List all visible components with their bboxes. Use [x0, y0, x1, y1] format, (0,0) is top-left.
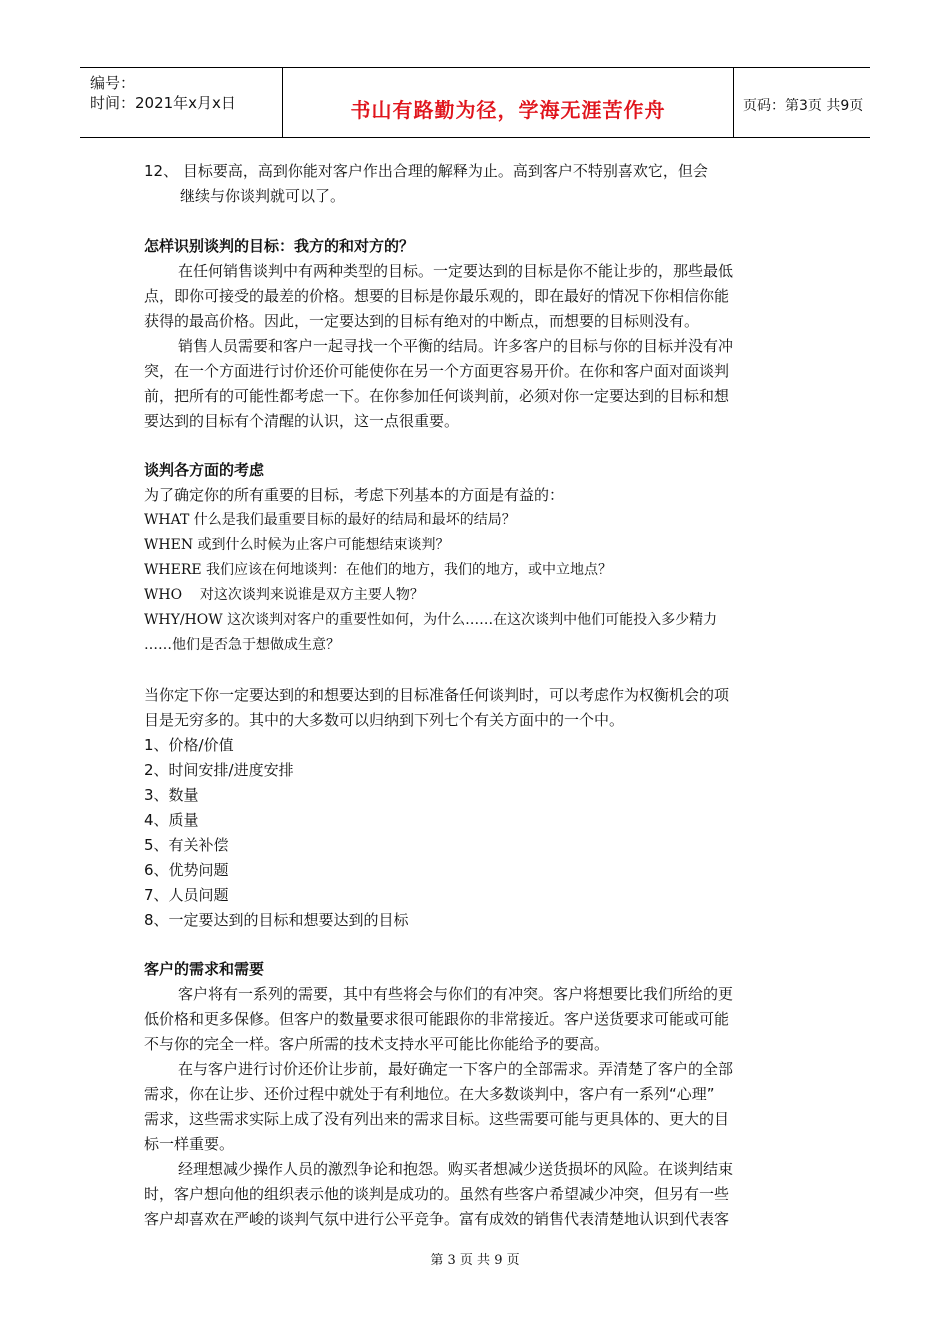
header-motto-cell: [283, 68, 734, 137]
paragraph-line: 在与客户进行讨价还价让步前，最好确定一下客户的全部需求。弄清楚了客户的全部: [178, 1060, 734, 1078]
list-item: 4、质量: [144, 811, 199, 829]
who-line: WHO 对这次谈判来说谁是双方主要人物？: [144, 587, 424, 603]
list-item: 7、人员问题: [144, 886, 229, 904]
paragraph-line: 点，即你可接受的最差的价格。想要的目标是你最乐观的，即在最好的情况下你相信你能: [144, 287, 730, 305]
page-footer: 第 3 页 共 9 页: [430, 1253, 520, 1268]
section-title-needs: 客户的需求和需要: [144, 960, 265, 978]
paragraph-line: 时，客户想向他的组织表示他的谈判是成功的。虽然有些客户希望减少冲突，但另有一些: [144, 1185, 730, 1203]
code-label: 编号：: [90, 74, 136, 92]
where-line: WHERE 我们应该在何地谈判：在他们的地方，我们的地方，或中立地点？: [144, 562, 613, 578]
what-line: WHAT 什么是我们最重要目标的最好的结局和最坏的结局？: [144, 512, 516, 528]
paragraph-line: 当你定下你一定要达到的和想要达到的目标准备任何谈判时，可以考虑作为权衡机会的项: [144, 686, 730, 704]
item-12-line1: 12、 目标要高，高到你能对客户作出合理的解释为止。高到客户不特别喜欢它，但会: [144, 162, 708, 180]
paragraph-line: 需求，你在让步、还价过程中就处于有利地位。在大多数谈判中，客户有一系列“心理”: [144, 1085, 715, 1103]
paragraph-line: 低价格和更多保修。但客户的数量要求很可能跟你的非常接近。客户送货要求可能或可能: [144, 1010, 730, 1028]
paragraph-line: 获得的最高价格。因此，一定要达到的目标有绝对的中断点，而想要的目标则没有。: [144, 312, 700, 330]
section-title-goals: 怎样识别谈判的目标：我方的和对方的？: [144, 237, 415, 255]
paragraph-line: 客户却喜欢在严峻的谈判气氛中进行公平竞争。富有成效的销售代表清楚地认识到代表客: [144, 1210, 730, 1228]
list-item: 3、数量: [144, 786, 199, 804]
paragraph-line: 要达到的目标有个清醒的认识，这一点很重要。: [144, 412, 460, 430]
whyhow-line2: ……他们是否急于想做成生意？: [144, 637, 340, 653]
header-page-cell: [734, 68, 870, 137]
paragraph-line: 需求，这些需求实际上成了没有列出来的需求目标。这些需要可能与更具体的、更大的目: [144, 1110, 730, 1128]
list-item: 2、时间安排/进度安排: [144, 761, 294, 779]
section-title-aspects: 谈判各方面的考虑: [144, 461, 265, 479]
paragraph-line: 目是无穷多的。其中的大多数可以归纳到下列七个有关方面中的一个中。: [144, 711, 625, 729]
paragraph-line: 客户将有一系列的需要，其中有些将会与你们的有冲突。客户将想要比我们所给的更: [178, 985, 734, 1003]
paragraph-line: 经理想减少操作人员的激烈争论和抱怨。购买者想减少送货损坏的风险。在谈判结束: [178, 1160, 734, 1178]
page-header: [80, 67, 870, 138]
item-12-line2: 继续与你谈判就可以了。: [180, 187, 346, 205]
list-item: 6、优势问题: [144, 861, 229, 879]
paragraph-line: 标一样重要。: [144, 1135, 235, 1153]
when-line: WHEN 或到什么时候为止客户可能想结束谈判？: [144, 537, 450, 553]
paragraph-line: 前，把所有的可能性都考虑一下。在你参加任何谈判前，必须对你一定要达到的目标和想: [144, 387, 730, 405]
paragraph-line: 不与你的完全一样。客户所需的技术支持水平可能比你能给予的要高。: [144, 1035, 610, 1053]
paragraph-line: 销售人员需要和客户一起寻找一个平衡的结局。许多客户的目标与你的目标并没有冲: [178, 337, 734, 355]
paragraph-line: 在任何销售谈判中有两种类型的目标。一定要达到的目标是你不能让步的，那些最低: [178, 262, 734, 280]
time-label: 时间：2021年x月x日: [90, 94, 236, 112]
motto: 书山有路勤为径，学海无涯苦作舟: [350, 98, 666, 122]
whyhow-line1: WHY/HOW 这次谈判对客户的重要性如何，为什么……在这次谈判中他们可能投入多少精力: [144, 612, 718, 628]
paragraph-line: 突，在一个方面进行讨价还价可能使你在另一个方面更容易开价。在你和客户面对面谈判: [144, 362, 730, 380]
list-item: 8、一定要达到的目标和想要达到的目标: [144, 911, 409, 929]
header-info-cell: [80, 68, 283, 137]
list-item: 1、价格/价值: [144, 736, 234, 754]
list-item: 5、有关补偿: [144, 836, 229, 854]
page-code: 页码：第3页 共9页: [743, 98, 864, 114]
paragraph-line: 为了确定你的所有重要的目标，考虑下列基本的方面是有益的：: [144, 486, 565, 504]
